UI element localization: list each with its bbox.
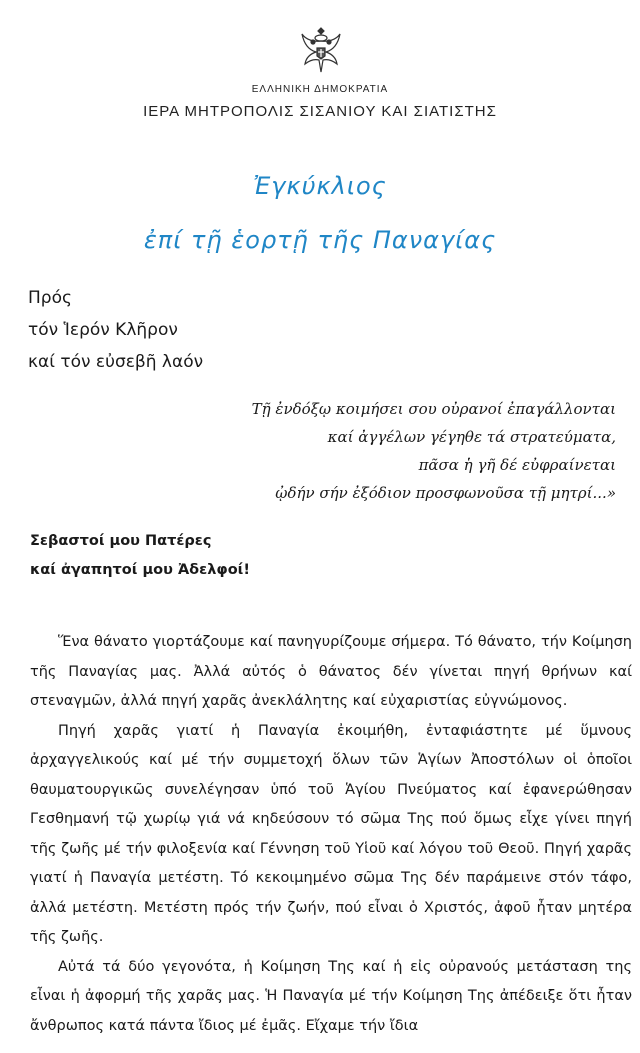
address-line: καί τόν εὐσεβῆ λαόν [28,352,204,372]
state-heading: ΕΛΛΗΝΙΚΗ ΔΗΜΟΚΡΑΤΙΑ [251,84,389,95]
body-text [30,628,632,1041]
hymn-line: πᾶσα ἡ γῆ δέ εὐφραίνεται [418,456,616,474]
document-title: Ἐγκύκλιος [253,172,387,200]
salutation-line: καί ἀγαπητοί μου Ἀδελφοί! [30,562,250,578]
hymn-line: ᾠδήν σήν ἐξόδιον προσφωνοῦσα τῇ μητρί...» [275,484,616,502]
hymn-line: Τῇ ἐνδόξῳ κοιμήσει σου οὐρανοί ἐπαγάλλονται [251,400,616,418]
paragraph: Αὐτά τά δύο γεγονότα, ἡ Κοίμηση Της καί ἡ εἰς οὐρανούς μετάσταση της εἶναι ἡ ἀφορμή τῆς χαρᾶς μας. Ἡ Παναγία μέ τήν Κοίμηση Της ἀπέδειξε ὅτι ἦταν ἄνθρωπος κατά πάντα ἴδιος μέ ἐμᾶς. Εἴχαμε τήν ἴδια [30,958,632,1034]
salutation-line: Σεβαστοί μου Πατέρες [30,533,212,549]
double-headed-eagle-icon [300,26,342,74]
hymn-line: καί ἀγγέλων γέγηθε τά στρατεύματα, [327,428,616,446]
hymn-quote [252,395,616,507]
address-block [28,282,203,378]
document-subtitle: ἐπί τῇ ἑορτῇ τῆς Παναγίας [143,226,497,254]
paragraph: Ἕνα θάνατο γιορτάζουμε καί πανηγυρίζουμε σήμερα. Τό θάνατο, τήν Κοίμηση τῆς Παναγίας μας. Ἀλλά αὐτός ὁ θάνατος δέν γίνεται πηγή θρήνων καί στεναγμῶν, ἀλλά πηγή χαρᾶς ἀνεκλάλητης καί εὐχαριστίας εὐγνώμονος. [30,634,632,709]
address-line: τόν Ἱερόν Κλῆρον [28,320,178,340]
salutation [30,527,250,585]
paragraph: Πηγή χαρᾶς γιατί ἡ Παναγία ἐκοιμήθη, ἐνταφιάστητε μέ ὕμνους ἀρχαγγελικούς καί μέ τήν συμμετοχή ὅλων τῶν Ἁγίων Ἀποστόλων οἱ ὁποῖοι θαυματουργικῶς συνελέγησαν ὑπό τοῦ Ἁγίου Πνεύματος καί ἐφανερώθησαν Γεσθημανή τῷ χωρίῳ γιά νά κηδεύσουν τό σῶμα Της πού ὅμως εἶχε γίνει πηγή τῆς ζωῆς μέ τήν φιλοξενία καί Γέννηση τοῦ Υἱοῦ καί λόγου τοῦ Θεοῦ. Πηγή χαρᾶς γιατί ἡ Παναγία μετέστη. Τό κεκοιμημένο σῶμα Της δέν παράμεινε στόν τάφο, ἀλλά μετέστη. Μετέστη πρός τήν ζωήν, πού εἶναι ὁ Χριστός, ἀφοῦ ἦταν μητέρα τῆς ζωῆς. [30,722,632,945]
metropolis-heading: ΙΕΡΑ ΜΗΤΡΟΠΟΛΙΣ ΣΙΣΑΝΙΟΥ ΚΑΙ ΣΙΑΤΙΣΤΗΣ [143,103,497,120]
address-line: Πρός [28,288,72,308]
